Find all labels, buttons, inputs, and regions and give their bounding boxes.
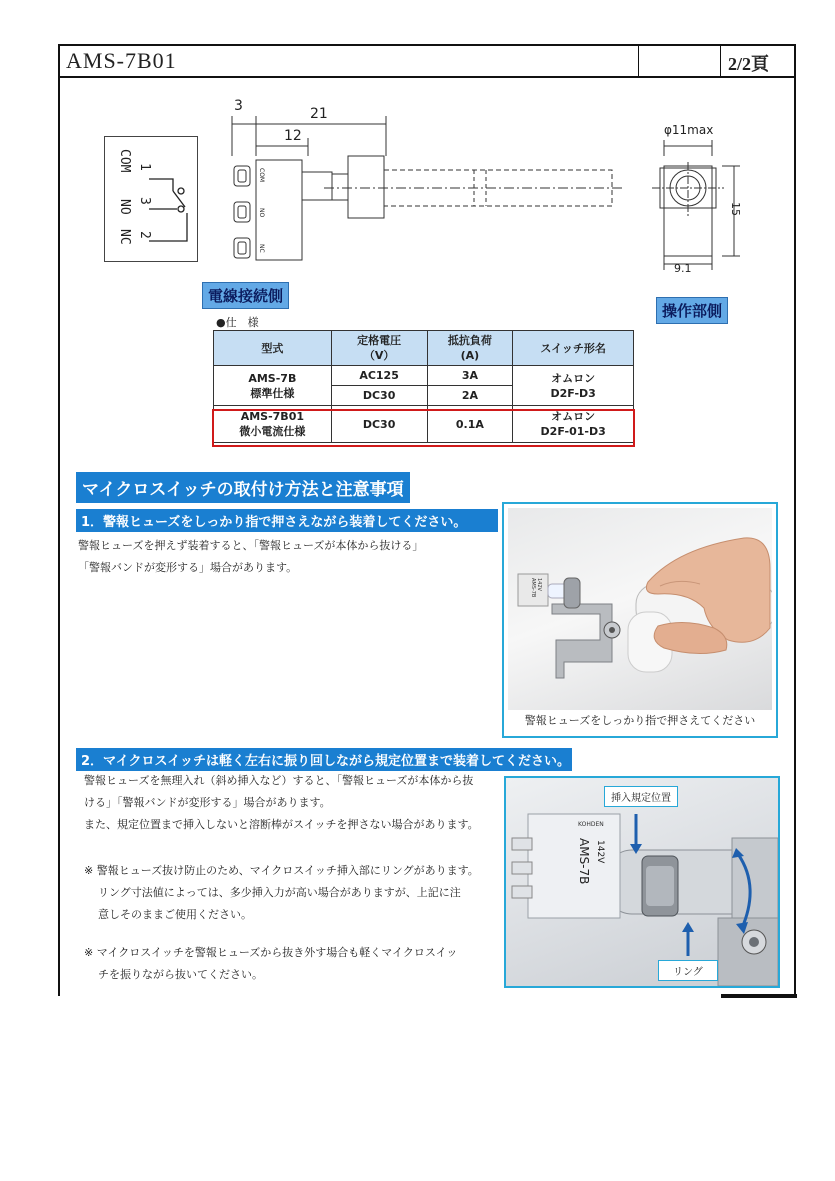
- schematic-label-nc: NC: [117, 229, 132, 245]
- photo-illustration: [508, 508, 772, 710]
- photo-label-voltage: 142V: [536, 578, 542, 591]
- schematic-label-com: COM: [117, 149, 132, 173]
- switch-schematic: [104, 136, 198, 262]
- dim-3: 3: [234, 98, 243, 114]
- spec-caption: ●仕 様: [216, 316, 259, 329]
- step1-body: [78, 535, 423, 579]
- dim-12: 12: [284, 128, 302, 144]
- cell-switch: オムロン D2F-01-D3: [513, 406, 634, 443]
- cell-voltage: AC125: [331, 366, 427, 386]
- text-line: ける」「警報バンドが変形する」場合があります。: [84, 796, 331, 809]
- step1-title: 1．警報ヒューズをしっかり指で押さえながら装着してください。: [76, 509, 498, 532]
- operation-side-tag: 操作部側: [656, 297, 728, 324]
- schematic-label-2: 2: [137, 231, 152, 239]
- header-switch: スイッチ形名: [513, 331, 634, 366]
- front-view-drawing: [650, 112, 760, 288]
- text-line: 警報ヒューズを無理入れ（斜め挿入など）すると、「警報ヒューズが本体から抜: [84, 774, 474, 787]
- photo-label-brand: KOHDEN: [578, 821, 604, 828]
- text-line: 意しそのままご使用ください。: [98, 908, 252, 921]
- photo-illustration: [506, 778, 778, 986]
- schematic-label-3: 3: [137, 197, 152, 205]
- side-view-drawing: [224, 96, 634, 282]
- highlight-box: [212, 409, 635, 447]
- terminal-label-no: NO: [258, 208, 265, 218]
- text-line: 警報ヒューズを押えず装着すると、「警報ヒューズが本体から抜ける」: [78, 539, 424, 552]
- text-line: リング寸法値によっては、多少挿入力が高い場合がありますが、上記に注: [98, 886, 461, 899]
- text-line: 「警報バンドが変形する」場合があります。: [78, 561, 298, 574]
- dim-21: 21: [310, 106, 328, 122]
- terminal-label-nc: NC: [258, 244, 265, 253]
- cell-voltage: DC30: [331, 406, 427, 443]
- schematic-label-1: 1: [137, 163, 152, 171]
- cell-load: 2A: [427, 386, 513, 406]
- step2-body: [84, 770, 479, 836]
- text-line: また、規定位置まで挿入しないと溶断棒がスイッチを押さない場合があります。: [84, 818, 479, 831]
- header-model: 型式: [214, 331, 332, 366]
- schematic-diagram: [105, 137, 197, 261]
- text-line: ※ マイクロスイッチを警報ヒューズから抜き外す場合も軽くマイクロスイッ: [84, 946, 458, 959]
- step2-note2: [84, 942, 457, 986]
- cell-model: AMS-7B01 微小電流仕様: [214, 406, 332, 443]
- cell-switch: オムロン D2F-D3: [513, 366, 634, 406]
- photo-label-model: AMS-7B: [530, 578, 536, 598]
- text-line: ※ 警報ヒューズ抜け防止のため、マイクロスイッチ挿入部にリングがあります。: [84, 864, 479, 877]
- photo-label-model: AMS-7B: [577, 838, 591, 885]
- wire-side-tag: 電線接続側: [202, 282, 289, 309]
- callout-ring: リング: [658, 960, 718, 981]
- step2-note1: [84, 860, 479, 926]
- cell-voltage: DC30: [331, 386, 427, 406]
- callout-insert-position: 挿入規定位置: [604, 786, 678, 807]
- step1-photo: [502, 502, 778, 738]
- header-voltage: 定格電圧 （V）: [331, 331, 427, 366]
- header-cell-divider: [638, 44, 639, 76]
- dim-diameter: φ11max: [664, 123, 714, 137]
- step2-title: 2．マイクロスイッチは軽く左右に振り回しながら規定位置まで装着してください。: [76, 748, 572, 771]
- dim-15: 15: [729, 202, 742, 216]
- table-row: [214, 366, 634, 386]
- header-load: 抵抗負荷 (A): [427, 331, 513, 366]
- header-cell-divider: [720, 44, 721, 76]
- page-number: 2/2頁: [728, 54, 770, 74]
- terminal-label-com: COM: [258, 168, 265, 183]
- text-line: チを振りながら抜いてください。: [98, 968, 263, 981]
- cell-model: AMS-7B 標準仕様: [214, 366, 332, 406]
- step2-photo: [504, 776, 780, 988]
- spec-header-row: [214, 331, 634, 366]
- photo-label-voltage: 142V: [595, 840, 605, 864]
- photo-image: [508, 508, 772, 710]
- section-title: マイクロスイッチの取付け方法と注意事項: [76, 472, 410, 503]
- cell-load: 0.1A: [427, 406, 513, 443]
- photo-caption: 警報ヒューズをしっかり指で押さえてください: [524, 714, 756, 727]
- schematic-label-no: NO: [117, 199, 132, 215]
- bottom-rule: [721, 994, 797, 998]
- doc-title: AMS-7B01: [66, 48, 177, 73]
- dim-9-1: 9.1: [674, 262, 692, 275]
- cell-load: 3A: [427, 366, 513, 386]
- header-divider: [58, 76, 796, 78]
